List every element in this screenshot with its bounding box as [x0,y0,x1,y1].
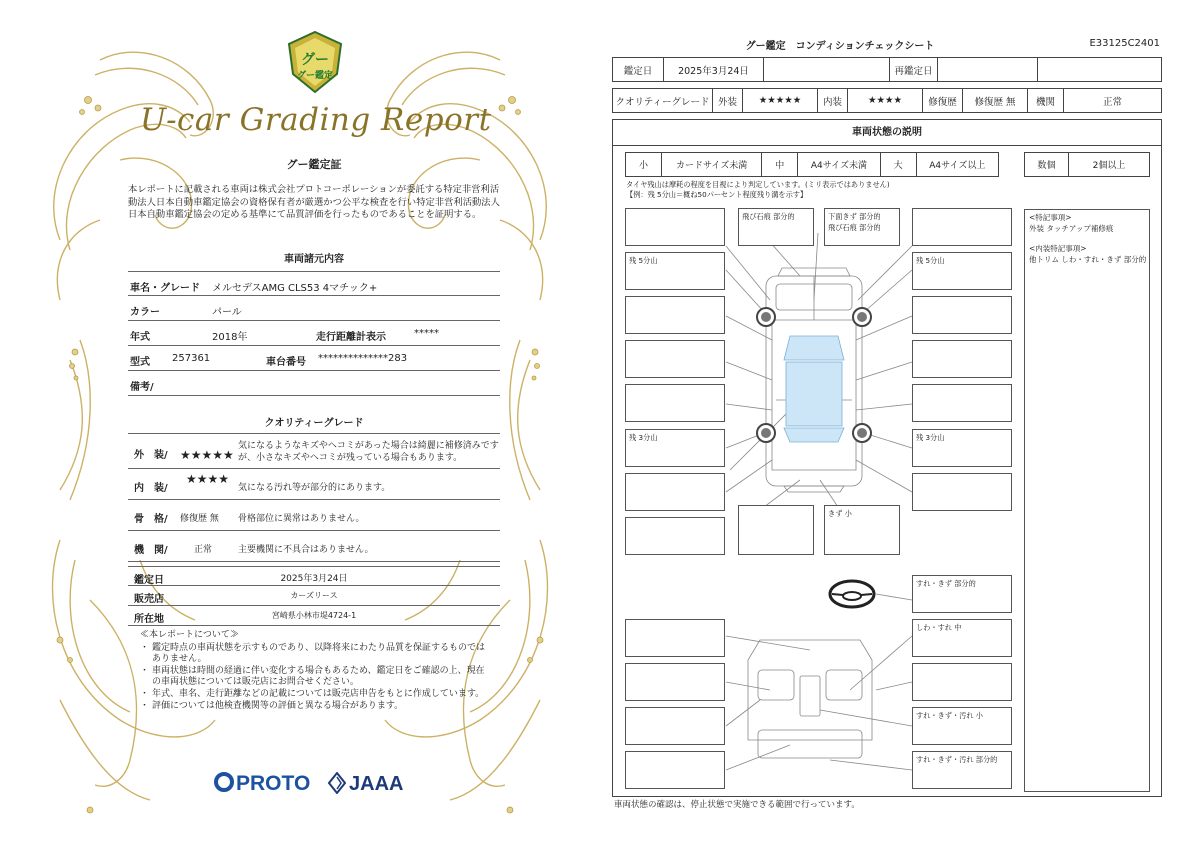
svg-text:グー鑑定: グー鑑定 [296,71,334,81]
legend-small: 小 [626,153,662,177]
quality-grade-table [128,433,500,562]
sheet-title: グー鑑定 コンディションチェックシート [745,41,935,52]
color-label: カラー [130,307,160,318]
legend-medium: 中 [762,153,798,177]
tire-note [626,180,890,200]
reappraisal-blank [1038,58,1162,82]
legend-large: 大 [880,153,916,177]
reappraisal-label: 再鑑定日 [890,58,938,82]
quality-row-engine [128,531,500,562]
vehicle-spec-table [128,271,500,396]
note-box-left-4 [625,473,725,511]
proto-icon [214,772,234,792]
legend-large-desc: A4サイズ以上 [916,153,998,177]
mileage-label: 走行距離計表示 [316,332,386,343]
exterior-stars: ★★★★★ [180,448,234,462]
note-box-steering: すれ・きず 部分的 [912,575,1012,613]
note-box-rear-left [738,505,814,555]
color-value: パール [212,307,242,318]
special-notes-box [1024,209,1150,792]
note-box-right-2 [912,340,1012,378]
note-box-front-bumper [625,208,725,246]
note-box-tire-fl: 残 5分山 [625,252,725,290]
year-label: 年式 [130,332,150,343]
report-title: U-car Grading Report [140,102,492,138]
note-item: ・ 年式、車名、走行距離などの記載については販売店申告をもとに作成しています。 [140,689,490,701]
year-value: 2018年 [212,332,248,343]
certificate-subtitle: グー鑑定証 [286,158,342,171]
note-box-left-1 [625,296,725,334]
interior-notes-text: 他トリム しわ・すれ・きず 部分的 [1029,254,1147,264]
repair-label: 修復歴 [923,89,963,113]
engine-label: 機 関/ [134,545,168,556]
exterior-label: 外装 [713,89,743,113]
note-box-int-left-3 [625,707,725,745]
note-box-tire-fr: 残 5分山 [912,252,1012,290]
note-box-int-left-1 [625,619,725,657]
spec-row-color [128,296,500,321]
note-box-right-top [912,208,1012,246]
remarks-label: 備考/ [130,382,154,393]
goo-kantei-logo [285,30,345,94]
appraisal-info [128,566,500,626]
exterior-stars: ★★★★★ [743,89,818,113]
note-item: ・ 鑑定時点の車両状態を示すものであり、以降将来にわたり品質を保証するものではありません。 [140,643,490,666]
condition-panel-title: 車両状態の説明 [613,120,1161,146]
sheet-date-label: 鑑定日 [613,58,664,82]
grade-label: クオリティーグレード [613,89,713,113]
interior-stars: ★★★★ [186,472,230,486]
sheet-footnote: 車両状態の確認は、停止状態で実施できる範囲で行っています。 [614,800,860,810]
tire-note-line-2: 【例：残 5分山＝概ね50パーセント程度残り溝を示す】 [626,190,808,199]
legend-count-desc: 2個以上 [1069,153,1150,177]
count-legend [1024,152,1150,177]
company-logos [214,768,414,802]
notes-title: ≪本レポートについて≫ [140,630,239,640]
mileage-value: ***** [414,328,439,339]
frame-value: 修復歴 無 [180,514,219,524]
appraisal-date-row [128,566,500,586]
note-box-int-left-4 [625,751,725,789]
spec-row-model [128,346,500,371]
jaaa-logo: JAAA [328,772,403,796]
exterior-text: 気になるようなキズやヘコミがあった場合は綺麗に補修済みですが、小さなキズやヘコミが残っている場合もあります。 [238,441,499,463]
frame-label: 骨 格/ [134,514,168,525]
chassis-label: 車台番号 [266,357,306,368]
note-box-rear: きず 小 [824,505,900,555]
note-box-left-3 [625,384,725,422]
dealer-label: 販売店 [134,594,164,605]
note-box-right-1 [912,296,1012,334]
damage-size-legend [625,152,999,177]
sheet-date-blank [764,58,890,82]
interior-text: 気になる汚れ等が部分的にあります。 [238,483,391,493]
report-notes [140,630,490,712]
interior-label: 内装 [818,89,848,113]
engine-value: 正常 [194,545,213,555]
model-label: 型式 [130,357,150,368]
note-box-int-right-2 [912,663,1012,701]
special-notes-title: <特記事項> [1029,213,1072,222]
tire-note-line-1: タイヤ残山は摩耗の程度を目視により判定しています。(ミリ表示ではありません) [626,180,890,189]
jaaa-icon [328,772,346,794]
spec-row-name [128,271,500,296]
appraisal-date-table [612,57,1162,82]
name-value: メルセデスAMG CLS53 4マチック+ [212,283,378,294]
reappraisal-value [938,58,1038,82]
legend-small-desc: カードサイズ未満 [662,153,762,177]
legend-count: 数個 [1025,153,1069,177]
quality-grade-row [612,88,1162,113]
quality-row-interior [128,469,500,500]
interior-stars: ★★★★ [848,89,923,113]
note-box-right-4 [912,473,1012,511]
note-item: ・ 車両状態は時間の経過に伴い変化する場合もあるため、鑑定日をご確認の上、現在の車両状態については販売店にお問合せください。 [140,666,490,689]
location-row [128,606,500,626]
spec-row-year [128,321,500,346]
note-box-int-3: すれ・きず・汚れ 部分的 [912,751,1012,789]
proto-logo: PROTO [214,772,310,796]
quality-row-exterior [128,433,500,469]
svg-text:グー: グー [301,52,329,68]
note-box-front-left: 飛び石痕 部分的 [738,208,814,246]
location-value: 宮崎県小林市堤4724-1 [271,611,357,620]
spec-row-remarks [128,371,500,396]
note-box-front-right: 下面きず 部分的 飛び石痕 部分的 [824,208,900,246]
frame-text: 骨格部位に異常はありません。 [238,514,365,524]
note-box-tire-rr: 残 3分山 [912,429,1012,467]
certificate-intro: 本レポートに記載される車両は株式会社プロトコーポレーションが委託する特定非営利活動法人日本自動車鑑定協会の資格保有者が厳選かつ公平な検査を行い特定非営利活動法人日本自動車鑑定協会の定める基準にて品質評価を行ったものであることを証明する。 [128,184,500,220]
location-label: 所在地 [134,614,164,625]
legend-medium-desc: A4サイズ未満 [798,153,880,177]
name-label: 車名・グレード [130,283,200,294]
engine-value: 正常 [1064,89,1162,113]
quality-row-frame [128,500,500,531]
note-box-left-2 [625,340,725,378]
appraisal-date-label: 鑑定日 [134,575,164,586]
model-value: 257361 [172,353,211,364]
chassis-value: **************283 [318,353,408,364]
dealer-value: カーズリース [290,591,338,600]
interior-notes-title: <内装特記事項> [1029,244,1087,253]
note-box-tire-rl: 残 3分山 [625,429,725,467]
note-box-int-1: しわ・すれ 中 [912,619,1012,657]
repair-value: 修復歴 無 [963,89,1028,113]
engine-text: 主要機関に不具合はありません。 [238,545,374,555]
note-box-int-left-2 [625,663,725,701]
quality-section-title: クオリティーグレード [264,418,364,429]
exterior-label: 外 装/ [134,450,168,461]
engine-label: 機関 [1028,89,1064,113]
dealer-row [128,586,500,606]
appraisal-date-value: 2025年3月24日 [280,574,348,584]
note-box-right-3 [912,384,1012,422]
sheet-id: E33125C2401 [1089,38,1160,49]
special-notes-text: 外装 タッチアップ補修痕 [1029,223,1114,233]
sheet-date-value: 2025年3月24日 [664,58,764,82]
note-box-int-2: すれ・きず・汚れ 小 [912,707,1012,745]
spec-section-title: 車両諸元内容 [284,254,344,265]
note-item: ・ 評価については他検査機関等の評価と異なる場合があります。 [140,701,490,713]
note-box-left-5 [625,517,725,555]
interior-label: 内 装/ [134,483,168,494]
